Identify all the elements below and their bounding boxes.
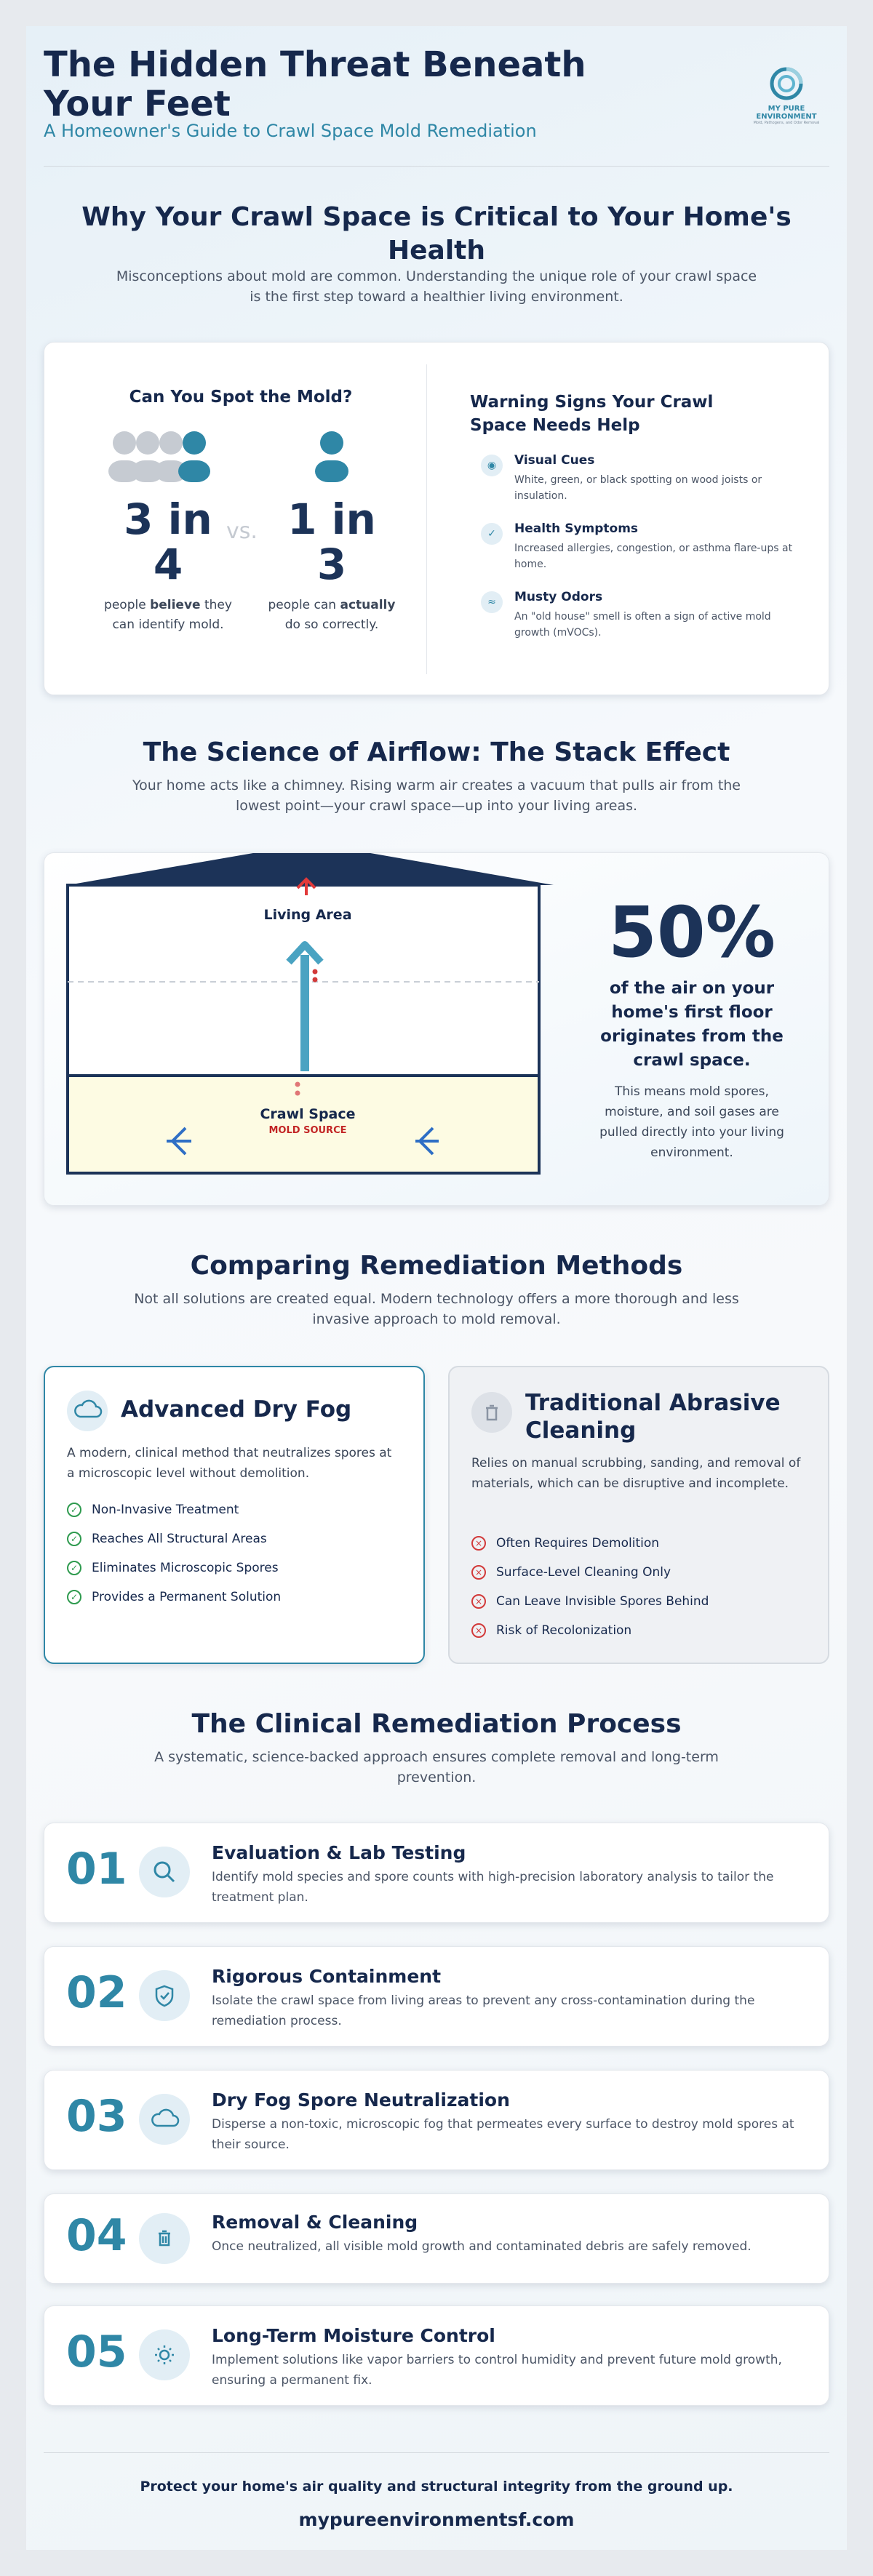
logo-swirl-icon: [770, 67, 803, 100]
health-check-icon: ✓: [481, 523, 503, 545]
versus-label: vs.: [226, 519, 258, 544]
advanced-desc: A modern, clinical method that neutralizes spores at a microscopic level without demolition.: [67, 1446, 392, 1481]
x-circle-icon: ×: [471, 1536, 486, 1551]
advanced-title: Advanced Dry Fog: [121, 1396, 352, 1423]
airflow-note: This means mold spores, moisture, and soil gases are pulled directly into your living environment.: [599, 1084, 784, 1160]
stack-effect-diagram: [44, 853, 554, 1207]
shield-check-icon: [139, 1970, 190, 2021]
believers-people-icon: [108, 428, 225, 484]
search-icon: [139, 1847, 190, 1897]
x-circle-icon: ×: [471, 1594, 486, 1609]
methods-subtitle: Not all solutions are created equal. Modern technology offers a more thorough and less invasive approach to mold removal.: [134, 1291, 739, 1327]
critical-subtitle: Misconceptions about mold are common. Understanding the unique role of your crawl space is the first step toward a healthier living environment.: [116, 268, 757, 305]
methods-title: Comparing Remediation Methods: [190, 1251, 683, 1281]
warning-text: White, green, or black spotting on wood joists or insulation.: [514, 474, 762, 502]
crawl-space-box: [68, 1076, 539, 1173]
warning-title: Health Symptoms: [514, 521, 639, 536]
actual-stat-caption: people can actually do so correctly.: [268, 598, 396, 632]
advanced-benefit: ✓ Non-Invasive Treatment: [67, 1503, 239, 1517]
trash-icon: [471, 1392, 512, 1433]
step-text: Identify mold species and spore counts with high-precision laboratory analysis to tailor the treatment plan.: [212, 1870, 774, 1905]
process-title: The Clinical Remediation Process: [191, 1709, 682, 1739]
process-step: [44, 1823, 829, 1923]
traditional-desc: Relies on manual scrubbing, sanding, and removal of materials, which can be disruptive and incomplete.: [471, 1456, 801, 1491]
actual-stat-value: 1 in 3: [287, 495, 376, 589]
airflow-percent-caption: of the air on your home's first floor originates from the crawl space.: [600, 979, 784, 1070]
step-text: Implement solutions like vapor barriers to control humidity and prevent future mold growth, ensuring a permanent fix.: [212, 2353, 782, 2388]
process-subtitle: A systematic, science-backed approach ensures complete removal and long-term prevention.: [154, 1749, 719, 1785]
step-title: Rigorous Containment: [212, 1966, 442, 1987]
actual-stat: [266, 497, 397, 635]
step-number: 04: [66, 2210, 127, 2261]
infographic-page: [26, 26, 847, 2550]
page-title: The Hidden Threat Beneath Your Feet: [44, 44, 586, 124]
footer-url-link[interactable]: mypureenvironmentsf.com: [298, 2509, 575, 2530]
footer-tagline: Protect your home's air quality and structural integrity from the ground up.: [140, 2479, 733, 2495]
header-divider: [44, 166, 829, 167]
check-circle-icon: ✓: [67, 1590, 81, 1604]
mold-awareness-card: [44, 342, 829, 695]
logo-text: MY PURE ENVIRONMENT: [756, 105, 817, 121]
check-circle-icon: ✓: [67, 1532, 81, 1546]
check-circle-icon: ✓: [67, 1561, 81, 1575]
warning-signs-title: Warning Signs Your Crawl Space Needs Help: [470, 393, 714, 435]
advanced-benefit: ✓ Provides a Permanent Solution: [67, 1590, 281, 1604]
card-divider: [426, 364, 427, 674]
step-text: Once neutralized, all visible mold growth and contaminated debris are safely removed.: [212, 2239, 752, 2254]
traditional-title: Traditional Abrasive Cleaning: [525, 1390, 781, 1444]
traditional-drawback: × Risk of Recolonization: [471, 1623, 631, 1638]
warning-text: An "old house" smell is often a sign of active mold growth (mVOCs).: [514, 611, 771, 639]
footer-divider: [44, 2452, 829, 2453]
step-title: Dry Fog Spore Neutralization: [212, 2089, 510, 2111]
advanced-benefit: ✓ Eliminates Microscopic Spores: [67, 1561, 279, 1575]
process-step: [44, 1946, 829, 2047]
living-area-label: Living Area: [263, 907, 352, 923]
cloud-icon: [67, 1391, 108, 1431]
process-step: [44, 2305, 829, 2406]
warning-title: Visual Cues: [514, 453, 595, 468]
brand-logo[interactable]: [739, 67, 834, 125]
warning-title: Musty Odors: [514, 590, 603, 604]
step-number: 02: [66, 1967, 127, 2018]
check-circle-icon: ✓: [67, 1503, 81, 1517]
step-number: 05: [66, 2327, 127, 2377]
traditional-drawback: × Can Leave Invisible Spores Behind: [471, 1594, 709, 1609]
step-number: 03: [66, 2091, 127, 2142]
traditional-cleaning-card: [448, 1366, 829, 1664]
step-title: Evaluation & Lab Testing: [212, 1842, 466, 1863]
eye-icon: ◉: [481, 455, 503, 476]
advanced-dry-fog-card: [44, 1366, 425, 1664]
believe-stat-value: 3 in 4: [124, 495, 212, 589]
airflow-percent: 50%: [608, 892, 776, 973]
mold-source-label: MOLD SOURCE: [268, 1125, 347, 1136]
identifier-person-icon: [306, 428, 357, 484]
crawl-space-label: Crawl Space: [260, 1106, 356, 1122]
x-circle-icon: ×: [471, 1565, 486, 1580]
process-step: [44, 2070, 829, 2170]
stack-effect-card: [44, 852, 829, 1206]
cloud-icon: [139, 2094, 190, 2145]
traditional-drawback: × Surface-Level Cleaning Only: [471, 1565, 671, 1580]
logo-tagline: Mold, Pathogens, and Odor Removal: [753, 121, 820, 125]
sun-icon: [139, 2329, 190, 2380]
believe-stat-caption: people believe they can identify mold.: [104, 598, 232, 632]
warning-text: Increased allergies, congestion, or asthma flare-ups at home.: [514, 543, 793, 570]
step-title: Removal & Cleaning: [212, 2212, 418, 2233]
process-step: [44, 2193, 829, 2284]
x-circle-icon: ×: [471, 1623, 486, 1638]
advanced-benefit: ✓ Reaches All Structural Areas: [67, 1532, 267, 1546]
step-number: 01: [66, 1844, 127, 1895]
odor-icon: ≈: [481, 591, 503, 613]
spot-mold-title: Can You Spot the Mold?: [129, 388, 353, 407]
page-subtitle: A Homeowner's Guide to Crawl Space Mold Remediation: [44, 121, 537, 141]
airflow-subtitle: Your home acts like a chimney. Rising warm air creates a vacuum that pulls air from the lowest point—your crawl space—up into your living areas.: [132, 777, 741, 814]
critical-title: Why Your Crawl Space is Critical to Your Home's Health: [81, 202, 792, 265]
airflow-title: The Science of Airflow: The Stack Effect: [143, 737, 730, 767]
roof-shape: [68, 853, 554, 885]
trash-icon: [139, 2213, 190, 2264]
traditional-drawback: × Often Requires Demolition: [471, 1536, 659, 1551]
step-text: Disperse a non-toxic, microscopic fog that permeates every surface to destroy mold spores at their source.: [212, 2117, 794, 2152]
step-title: Long-Term Moisture Control: [212, 2325, 495, 2346]
step-text: Isolate the crawl space from living areas to prevent any cross-contamination during the remediation process.: [212, 1993, 755, 2028]
believe-stat: [103, 497, 234, 635]
